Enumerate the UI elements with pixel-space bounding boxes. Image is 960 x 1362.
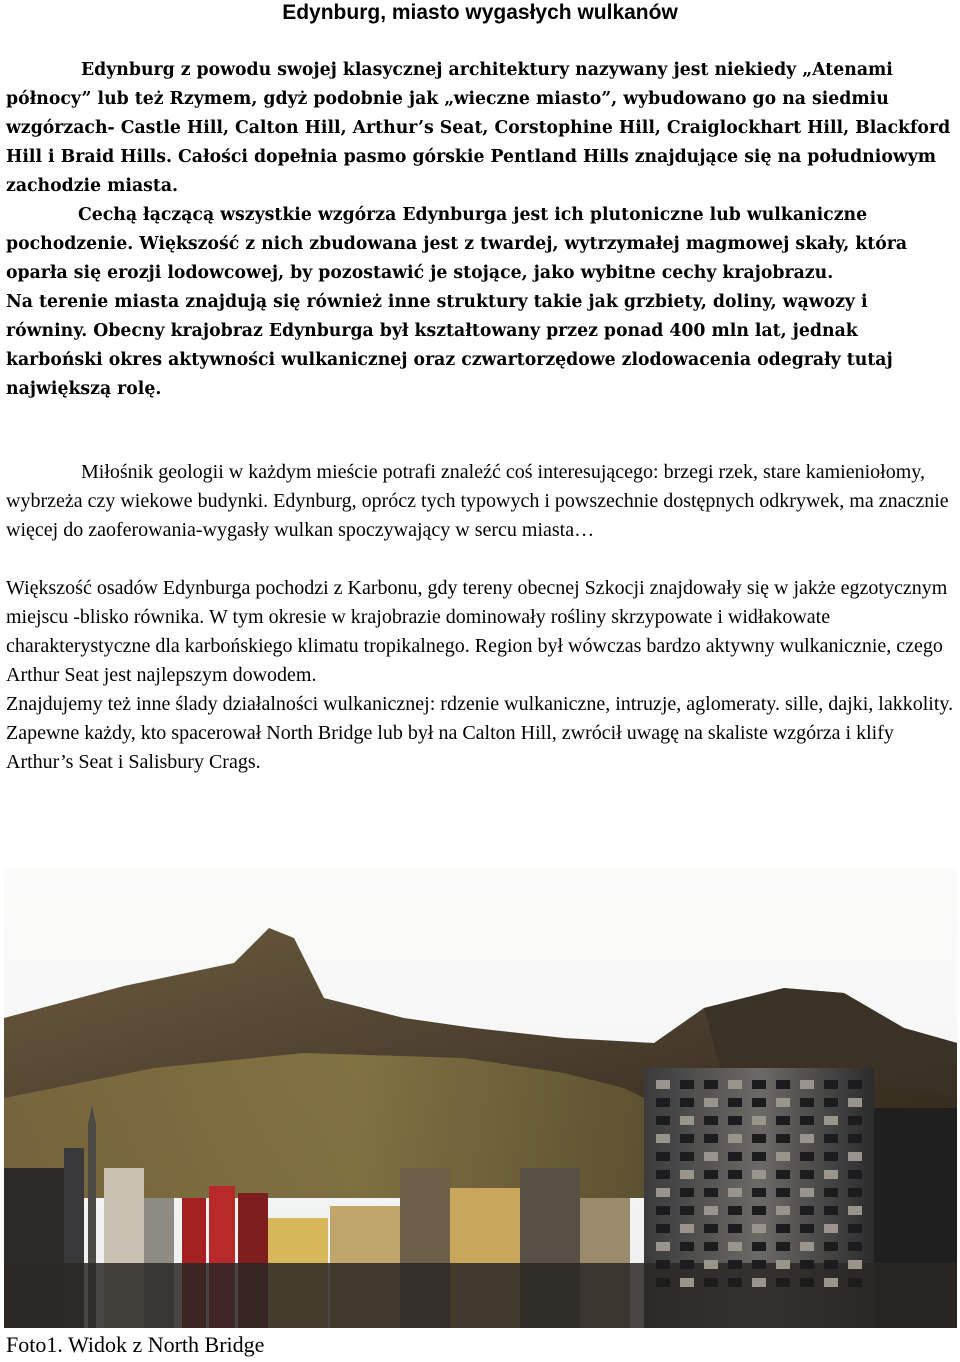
building-window — [704, 1188, 718, 1197]
building-window — [656, 1260, 670, 1269]
building-window — [728, 1206, 742, 1215]
building-window — [752, 1278, 766, 1287]
building-window — [656, 1080, 670, 1089]
building-window — [824, 1134, 838, 1143]
photo-arthurs-seat-illustration — [4, 868, 957, 1328]
geology-lover-paragraph: Miłośnik geologii w każdym mieście potrafi znaleźć coś interesującego: brzegi rzek, stare kamieniołomy, wybrzeża czy wiekowe budynki. Edynburg, oprócz tych typowych i powszechnie dostępnych odkrywek, ma znacznie więcej do zaoferowania-wygasły wulkan spoczywający w sercu miasta… — [6, 461, 949, 541]
photo-arthurs-seat — [4, 868, 957, 1328]
building-window — [704, 1116, 718, 1125]
building-window — [704, 1206, 718, 1215]
building-window — [800, 1188, 814, 1197]
bold-intro-section — [6, 56, 954, 404]
building-window — [752, 1224, 766, 1233]
building-window — [728, 1260, 742, 1269]
building-window — [752, 1206, 766, 1215]
building-window — [776, 1152, 790, 1161]
building-window — [704, 1278, 718, 1287]
building-window — [680, 1116, 694, 1125]
building-window — [776, 1278, 790, 1287]
building-window — [656, 1188, 670, 1197]
intro-paragraph-pentland: Całości dopełnia pasmo górskie Pentland Hills znajdujące się na południowym zachodzie miasta. — [6, 147, 937, 196]
building-window — [824, 1260, 838, 1269]
building-window — [800, 1080, 814, 1089]
building-window — [848, 1188, 862, 1197]
building-window — [656, 1170, 670, 1179]
plain-text-section — [6, 458, 954, 777]
building-window — [752, 1170, 766, 1179]
building-window — [800, 1242, 814, 1251]
volcanic-origin-paragraph: Cechą łączącą wszystkie wzgórza Edynburga jest ich plutoniczne lub wulkaniczne pochodzenie. Większość z nich zbudowana jest z twardej, wytrzymałej magmowej skały, która oparła się erozji lodowcowej, by pozostawić je stojące, jako wybitne cechy krajobrazu. — [6, 205, 908, 283]
building-window — [728, 1116, 742, 1125]
building-window — [704, 1242, 718, 1251]
building-window — [824, 1098, 838, 1107]
building-window — [800, 1260, 814, 1269]
building-window — [824, 1152, 838, 1161]
building-window — [848, 1098, 862, 1107]
building-window — [776, 1098, 790, 1107]
building-window — [776, 1260, 790, 1269]
building-window — [752, 1188, 766, 1197]
building-window — [848, 1116, 862, 1125]
volcanic-traces-paragraph: Znajdujemy też inne ślady działalności wulkanicznej: rdzenie wulkaniczne, intruzje, aglomeraty. sille, dajki, lakkolity. — [6, 693, 954, 715]
building-window — [704, 1152, 718, 1161]
building-window — [824, 1242, 838, 1251]
building-window — [728, 1242, 742, 1251]
building-window — [824, 1278, 838, 1287]
building-window — [680, 1152, 694, 1161]
building-window — [752, 1098, 766, 1107]
building-window — [800, 1134, 814, 1143]
building-window — [680, 1224, 694, 1233]
building-window — [728, 1278, 742, 1287]
building-window — [656, 1116, 670, 1125]
intro-paragraph — [6, 56, 954, 201]
building-window — [776, 1170, 790, 1179]
building-window — [680, 1134, 694, 1143]
building-window — [752, 1242, 766, 1251]
building-window — [656, 1134, 670, 1143]
building-window — [656, 1242, 670, 1251]
building-window — [848, 1170, 862, 1179]
building-window — [680, 1206, 694, 1215]
building-window — [728, 1188, 742, 1197]
building-window — [800, 1098, 814, 1107]
building-window — [704, 1170, 718, 1179]
building-window — [680, 1080, 694, 1089]
building-window — [848, 1206, 862, 1215]
building-window — [680, 1188, 694, 1197]
building-window — [680, 1278, 694, 1287]
building-window — [824, 1188, 838, 1197]
building-window — [824, 1224, 838, 1233]
building-window — [776, 1080, 790, 1089]
building-window — [824, 1206, 838, 1215]
building-window — [728, 1224, 742, 1233]
building-window — [728, 1152, 742, 1161]
building-window — [704, 1260, 718, 1269]
photo-caption: Foto1. Widok z North Bridge — [6, 1332, 265, 1357]
building-window — [824, 1116, 838, 1125]
building-window — [776, 1206, 790, 1215]
building-window — [752, 1260, 766, 1269]
building-window — [824, 1170, 838, 1179]
building-window — [800, 1170, 814, 1179]
building-window — [680, 1242, 694, 1251]
building-window — [728, 1098, 742, 1107]
building-window — [776, 1116, 790, 1125]
document-title: Edynburg, miasto wygasłych wulkanów — [282, 1, 678, 24]
building-window — [704, 1080, 718, 1089]
building-window — [776, 1242, 790, 1251]
building-window — [848, 1152, 862, 1161]
building-window — [656, 1206, 670, 1215]
building-window — [848, 1260, 862, 1269]
building-window — [776, 1224, 790, 1233]
building-window — [752, 1134, 766, 1143]
building-window — [800, 1152, 814, 1161]
building-window — [800, 1278, 814, 1287]
building-window — [704, 1224, 718, 1233]
building-window — [800, 1224, 814, 1233]
building-window — [848, 1242, 862, 1251]
intro-paragraph-hills: Edynburg z powodu swojej klasycznej architektury nazywany jest niekiedy „Atenami północy” lub też Rzymem, gdyż podobnie jak „wieczne miasto”, wybudowano go na siedmiu wzgórzach- Castle Hill, Calton Hill, Arthur’s Seat, Corstophine Hill, Craiglockhart Hill, Blackford Hill i Braid Hills. — [6, 60, 951, 167]
north-bridge-paragraph: Zapewne każdy, kto spacerował North Bridge lub był na Calton Hill, zwrócił uwagę na skaliste wzgórza i klify Arthur’s Seat i Salisbury Crags. — [6, 722, 894, 773]
building-window — [704, 1098, 718, 1107]
building-window — [848, 1134, 862, 1143]
building-window — [752, 1116, 766, 1125]
building-window — [656, 1278, 670, 1287]
building-window — [752, 1080, 766, 1089]
building-window — [776, 1188, 790, 1197]
building-window — [848, 1080, 862, 1089]
building-window — [776, 1134, 790, 1143]
building-window — [680, 1170, 694, 1179]
building-window — [824, 1080, 838, 1089]
building-window — [656, 1224, 670, 1233]
building-window — [800, 1116, 814, 1125]
building-window — [680, 1098, 694, 1107]
building-window — [728, 1170, 742, 1179]
landscape-paragraph: Na terenie miasta znajdują się również inne struktury takie jak grzbiety, doliny, wąwozy i równiny. Obecny krajobraz Edynburga był kształtowany przez ponad 400 mln lat, jednak karboński okres aktywności wulkanicznej oraz czwartorzędowe zlodowacenia odegrały tutaj największą rolę. — [6, 292, 893, 399]
building-window — [728, 1080, 742, 1089]
building-window — [752, 1152, 766, 1161]
building-window — [680, 1260, 694, 1269]
building-window — [848, 1224, 862, 1233]
building-window — [728, 1134, 742, 1143]
building-window — [656, 1152, 670, 1161]
building-window — [848, 1278, 862, 1287]
building-window — [800, 1206, 814, 1215]
carboniferous-paragraph: Większość osadów Edynburga pochodzi z Karbonu, gdy tereny obecnej Szkocji znajdowały się w jakże egzotycznym miejscu -blisko równika. W tym okresie w krajobrazie dominowały rośliny skrzypowate i widłakowate charakterystyczne dla karbońskiego klimatu tropikalnego. Region był wówczas bardzo aktywny wulkanicznie, czego Arthur Seat jest najlepszym dowodem. — [6, 577, 948, 686]
building-window — [656, 1098, 670, 1107]
building-window — [704, 1134, 718, 1143]
